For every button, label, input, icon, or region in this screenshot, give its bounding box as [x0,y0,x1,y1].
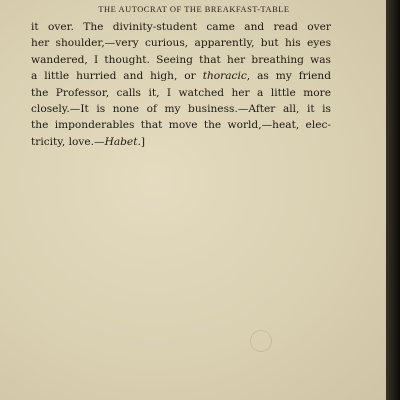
text-line [31,134,331,150]
show-through-ornament [250,330,272,352]
book-gutter-shadow [386,0,400,400]
text-run: wandered, I thought. Seeing that her breathing was [31,53,331,66]
italic-word: Habet. [104,135,141,148]
text-line [31,52,331,68]
text-run: tricity, love.— [31,135,105,148]
text-line [31,19,331,35]
text-line [31,117,331,133]
text-line [31,101,331,117]
text-run: closely.—It is none of my business.—After all, it is [31,103,331,116]
text-run: her shoulder,—very curious, apparently, but his eyes [31,37,331,50]
text-run: it over. The divinity-student came and read over [31,21,331,33]
text-run: the Professor, calls it, I watched her a little more [31,86,331,99]
text-run: , as my friend [246,70,332,83]
text-run: the imponderables that move the world,—heat, elec- [31,119,331,132]
text-run: a little hurried and high, or [31,70,203,83]
body-paragraph [31,19,331,150]
text-run: ] [140,135,145,148]
running-head: THE AUTOCRAT OF THE BREAKFAST-TABLE [98,5,290,14]
text-line [31,35,331,51]
text-line [31,85,331,101]
italic-word: thoracic [202,70,247,83]
text-line [31,68,331,84]
